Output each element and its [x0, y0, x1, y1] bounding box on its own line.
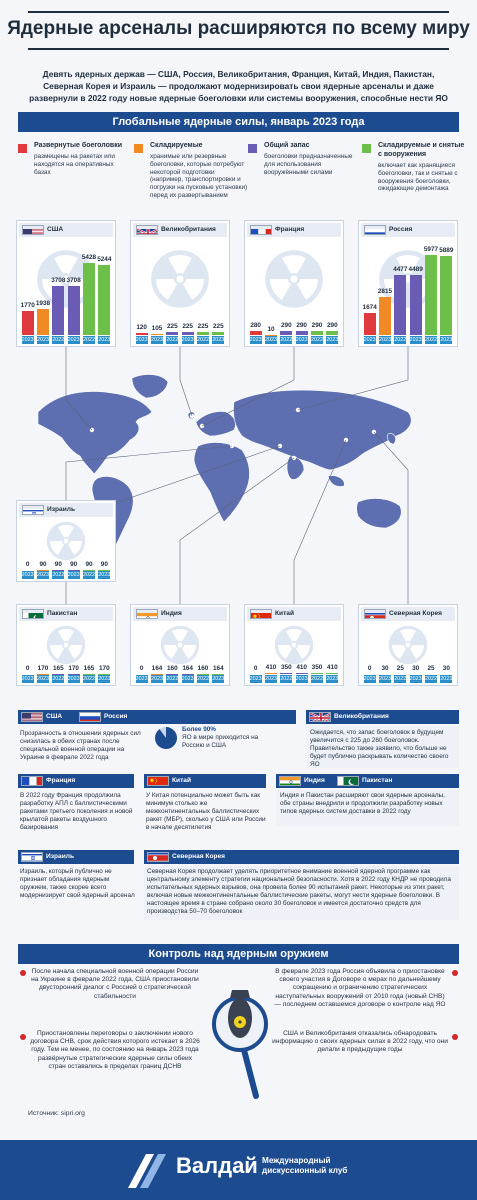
- bar-value-label: 290: [280, 322, 292, 330]
- bar-value-label: 0: [25, 665, 30, 672]
- bar-value-label: 4489: [408, 266, 423, 274]
- europe: [196, 411, 236, 436]
- flag-india-icon: [279, 776, 301, 786]
- chart-bar: [37, 309, 49, 335]
- bar-year-label: 2022: [280, 337, 293, 343]
- title-rule-bottom: [28, 48, 449, 50]
- bar-year-label: 2023: [21, 676, 34, 682]
- bar-year-label: 2023: [363, 676, 376, 682]
- bar-year-label: 2022: [280, 676, 293, 682]
- bar-value-label: 90: [70, 560, 78, 568]
- bar-year-label: 2023: [326, 337, 339, 343]
- legend-title: Складируемые и снятые с вооружения: [378, 142, 465, 158]
- info-head-israel: [18, 850, 134, 864]
- chart-bar: [265, 673, 277, 674]
- footer-logo-sub-line1: Международный: [262, 1156, 331, 1165]
- pie-slice: [155, 727, 177, 749]
- bar-year-label: 2023: [363, 337, 376, 343]
- chart-bar: [311, 331, 323, 335]
- pie-title: Более 90%: [182, 726, 216, 733]
- japan: [387, 434, 395, 444]
- bullet-dot: [20, 1034, 26, 1040]
- bar-year-label: 2023: [264, 337, 277, 343]
- legend-desc: размещены на ракетах или находятся на оперативных базах: [34, 153, 115, 176]
- bar-value-label: 90: [39, 560, 47, 568]
- info-uk-text: Ожидается, что запас боеголовок в будущем увеличится с 225 до 260 боеголовок. Правительство также заявило, что больше не будет публично раскрывать количество своего ЯО: [310, 729, 449, 769]
- bar-value-label: 410: [326, 664, 338, 672]
- country-card-india: [130, 604, 230, 686]
- country-name: Великобритания: [161, 226, 216, 233]
- radiation-icon: [160, 625, 200, 670]
- chart-bar: [410, 275, 422, 335]
- radiation-icon: [46, 521, 86, 566]
- bar-value-label: 170: [98, 664, 110, 672]
- chart-bar: [425, 255, 437, 335]
- radiation-icon: [150, 249, 210, 314]
- country-card-header: [361, 607, 455, 621]
- pie-desc: ЯО в мире приходится на Россию и США: [182, 734, 259, 750]
- indonesia: [328, 476, 344, 487]
- bar-year-label: 2023: [36, 572, 49, 578]
- info-china-text: У Китая потенциально может быть как минимум столько же межконтинентальных баллистических ракет (МБР), сколько у США или России в начале десятилетия: [146, 792, 266, 832]
- bar-value-label: 30: [442, 664, 450, 672]
- lead-text: Девять ядерных держав — США, Россия, Великобритания, Франция, Китай, Индия, Пакистан, Северная Корея и Израиль — продолжают модернизировать свои ядерные арсеналы и даже развернули в 2022 году новые ядерные боеголовки или системы вооружения, способные нести ЯО: [29, 69, 448, 103]
- info-head-label: Франция: [46, 777, 76, 784]
- legend-swatch-retired: [362, 144, 371, 153]
- bar-year-label: 2023: [21, 337, 34, 343]
- chart-bar: [394, 275, 406, 335]
- pin-usa: [90, 428, 94, 432]
- legend-desc: хранимые или резервные боеголовки, которые потребуют некоторой подготовки (например, транспортировки и погрузки на пусковые установки) перед их развертыванием: [150, 153, 248, 199]
- pin-india: [292, 456, 296, 460]
- bar-year-label: 2022: [82, 676, 95, 682]
- bar-year-label: 2023: [409, 676, 422, 682]
- bar-year-label: 2023: [440, 676, 453, 682]
- north-america: [38, 391, 152, 474]
- bar-year-label: 2023: [378, 676, 391, 682]
- bar-value-label: 5244: [97, 256, 112, 264]
- bar-year-label: 2023: [409, 337, 422, 343]
- info-head-label: Северная Корея: [172, 853, 226, 860]
- legend-swatch-deployed: [18, 144, 27, 153]
- pin-israel: [230, 444, 234, 448]
- chart-bar: [296, 673, 308, 674]
- bar-value-label: 280: [250, 322, 261, 330]
- country-card-header: [133, 607, 227, 621]
- bar-value-label: 225: [166, 323, 178, 330]
- country-card-header: [19, 607, 113, 621]
- bar-value-label: 160: [166, 664, 178, 672]
- bar-year-label: 2023: [98, 572, 111, 578]
- legend-retired: [362, 142, 465, 222]
- bar-year-label: 2023: [67, 572, 80, 578]
- bar-value-label: 165: [83, 664, 95, 672]
- flag-china-icon: [147, 776, 169, 786]
- pin-russia: [296, 408, 300, 412]
- bar-value-label: 105: [151, 324, 163, 332]
- info-head-label: Израиль: [46, 853, 75, 860]
- country-card-header: [19, 223, 113, 237]
- bar-value-label: 290: [326, 322, 338, 330]
- bar-value-label: 225: [212, 323, 224, 330]
- source-text: Источник: sipri.org: [28, 1110, 85, 1117]
- legend-total: [248, 142, 353, 212]
- info-head-label: Китай: [172, 777, 192, 784]
- country-card-nkorea: [358, 604, 458, 686]
- bar-value-label: 1938: [35, 300, 51, 308]
- footer-logo-sub: [262, 1156, 347, 1176]
- info-nkorea-text: Северная Корея продолжает уделять приоритетное внимание военной ядерной программе как центральному элементу стратегии национальной безопасности. Хотя в 2022 году КНДР не проводила испытательных ядерных взрывов, она провела более 90 испытаний ракет. Некоторые из этих ракет, включая новые межконтинентальные баллистические ракеты, могут нести ядерные боеголовки. В настоящее время в стране собрано около 30 боеголовок и имеется достаточно средств для производства 50–70 боеголовок: [147, 868, 451, 916]
- bar-value-label: 3708: [51, 276, 66, 284]
- bar-year-label: 2023: [440, 337, 453, 343]
- australia: [357, 499, 402, 528]
- bar-year-label: 2023: [98, 676, 111, 682]
- flag-pakistan-icon: [22, 609, 44, 619]
- info-head-russia: [76, 710, 296, 724]
- footer-logo-sub-line2: дискуссионный клуб: [262, 1166, 348, 1175]
- bar-value-label: 4477: [393, 266, 408, 274]
- country-name: Китай: [275, 610, 295, 617]
- bar-year-label: 2023: [36, 337, 49, 343]
- info-head-china: [144, 774, 266, 788]
- pie-chart-share: [154, 726, 178, 750]
- bar-value-label: 30: [412, 664, 420, 672]
- legend-stored: [134, 142, 248, 222]
- bar-value-label: 25: [427, 664, 435, 672]
- country-card-russia: [358, 220, 458, 347]
- chart-bar: [280, 673, 292, 674]
- flag-usa-icon: [22, 225, 44, 235]
- bar-value-label: 120: [136, 324, 147, 332]
- bar-year-label: 2022: [166, 337, 179, 343]
- chart-bar: [326, 331, 338, 335]
- country-name: Россия: [389, 226, 413, 233]
- info-india-pakistan-text: Индия и Пакистан расширяют свои ядерные арсеналы, обе страны внедрили и продолжили разработку новых типов ядерных систем доставки в 2022 году: [280, 792, 445, 816]
- chart-bar: [440, 256, 452, 335]
- country-card-header: [19, 503, 113, 517]
- bar-value-label: 350: [311, 664, 323, 672]
- country-name: Пакистан: [47, 610, 78, 617]
- info-head-label: США: [46, 713, 63, 720]
- country-name: США: [47, 226, 64, 233]
- bar-value-label: 170: [68, 664, 79, 672]
- bar-year-label: 2022: [424, 676, 437, 682]
- bar-year-label: 2023: [135, 337, 148, 343]
- bar-value-label: 0: [367, 665, 372, 672]
- bar-year-label: 2022: [52, 572, 65, 578]
- chart-bar: [212, 332, 224, 335]
- chart-bar: [379, 297, 391, 335]
- chart-bar: [197, 332, 209, 335]
- section-title-control: Контроль над ядерным оружием: [18, 944, 459, 964]
- country-card-header: [247, 607, 341, 621]
- bar-year-label: 2022: [394, 337, 407, 343]
- flag-uk-icon: [136, 225, 158, 235]
- legend-title: Развернутые боеголовки: [34, 142, 123, 149]
- control-item-4: США и Великобритания отказались обнародовать информацию о своих ядерных силах в 2022 году, что они делали в предыдущие годы: [272, 1030, 448, 1054]
- control-item-1: После начала специальной военной операции России на Украине в феврале 2022 года, США приостановили двусторонний диалог с Россией о стратегической стабильности: [31, 968, 199, 1000]
- chart-bar: [166, 332, 178, 335]
- section-title-forces: Глобальные ядерные силы, январь 2023 года: [18, 112, 459, 132]
- info-france-text: В 2022 году Франция продолжила разработку АПЛ с баллистическими ракетами третьего поколения и новой крылатой ракеты воздушного базирования: [20, 792, 133, 832]
- bar-value-label: 410: [296, 664, 307, 672]
- bar-year-label: 2023: [135, 676, 148, 682]
- pin-uk: [190, 414, 194, 418]
- chart-bar: [364, 313, 376, 335]
- bar-year-label: 2023: [326, 676, 339, 682]
- bar-value-label: 164: [212, 664, 224, 672]
- footer-logo-name[interactable]: Валдай: [176, 1153, 258, 1178]
- bar-value-label: 30: [381, 664, 389, 672]
- flag-china-icon: [250, 609, 272, 619]
- bar-year-label: 2023: [98, 337, 111, 343]
- bar-value-label: 90: [100, 560, 108, 568]
- info-israel-text: Израиль, который публично не признает обладания ядерным оружием, также скорее всего модернизирует свой ядерный арсенал: [20, 868, 135, 900]
- info-head-pakistan: [334, 774, 459, 788]
- bullet-dot: [20, 970, 26, 976]
- bar-value-label: 225: [182, 323, 193, 330]
- bar-year-label: 2022: [52, 337, 65, 343]
- chart-bar: [68, 286, 80, 335]
- magnifier-handle: [244, 1050, 256, 1096]
- pin-pakistan: [278, 444, 282, 448]
- country-card-pakistan: [16, 604, 116, 686]
- bar-year-label: 2023: [212, 337, 225, 343]
- bomb-fin: [230, 990, 250, 998]
- bar-value-label: 410: [265, 664, 277, 672]
- bar-value-label: 25: [396, 664, 404, 672]
- bar-value-label: 0: [139, 665, 144, 672]
- valdai-logo-icon: [124, 1148, 170, 1194]
- bar-year-label: 2023: [21, 572, 34, 578]
- bar-value-label: 3708: [66, 276, 81, 284]
- flag-pakistan-icon: [337, 776, 359, 786]
- bar-value-label: 5977: [423, 246, 439, 254]
- page-title: Ядерные арсеналы расширяются по всему миру: [7, 18, 470, 39]
- country-card-usa: [16, 220, 116, 347]
- bar-year-label: 2023: [36, 676, 49, 682]
- bullet-dot: [452, 970, 458, 976]
- flag-russia-icon: [79, 712, 101, 722]
- flag-israel-icon: [22, 505, 44, 515]
- country-card-uk: [130, 220, 230, 347]
- chart-bar: [182, 332, 194, 335]
- country-card-france: [244, 220, 344, 347]
- bar-value-label: 170: [37, 664, 49, 672]
- legend-swatch-total: [248, 144, 257, 153]
- chart-bar: [22, 311, 34, 335]
- flag-usa-icon: [21, 712, 43, 722]
- info-head-label: Пакистан: [362, 777, 393, 784]
- radiation-core: [238, 1020, 241, 1023]
- greenland: [132, 375, 168, 398]
- bar-year-label: 2023: [295, 676, 308, 682]
- bar-value-label: 350: [280, 664, 292, 672]
- chart-bar: [280, 331, 292, 335]
- pin-france: [200, 424, 204, 428]
- info-head-label: Россия: [104, 713, 128, 720]
- chart-bar: [52, 286, 64, 335]
- bar-value-label: 10: [267, 325, 275, 333]
- radiation-icon: [46, 625, 86, 670]
- bar-value-label: 90: [54, 560, 62, 568]
- chart-bar: [311, 673, 323, 674]
- legend-title: Общий запас: [264, 142, 310, 149]
- bar-year-label: 2022: [52, 676, 65, 682]
- bar-year-label: 2022: [166, 676, 179, 682]
- bar-year-label: 2023: [264, 676, 277, 682]
- country-name: Франция: [275, 226, 305, 233]
- bar-year-label: 2023: [181, 337, 194, 343]
- bar-year-label: 2023: [295, 337, 308, 343]
- bar-year-label: 2022: [82, 337, 95, 343]
- country-card-header: [361, 223, 455, 237]
- bar-year-label: 2023: [181, 676, 194, 682]
- bar-year-label: 2022: [310, 337, 323, 343]
- chart-bar: [151, 334, 163, 335]
- bar-value-label: 164: [151, 664, 163, 672]
- asia: [233, 390, 411, 470]
- bar-year-label: 2022: [82, 572, 95, 578]
- bar-value-label: 290: [311, 322, 323, 330]
- pin-nkorea: [372, 430, 376, 434]
- radiation-icon: [388, 625, 428, 670]
- legend-desc: боеголовки предназначенные для использования вооружёнными силами: [264, 153, 353, 176]
- bar-value-label: 0: [253, 665, 258, 672]
- bar-year-label: 2023: [249, 676, 262, 682]
- bar-value-label: 90: [85, 560, 93, 568]
- chart-bar: [136, 333, 148, 335]
- bar-year-label: 2023: [67, 676, 80, 682]
- bar-year-label: 2023: [378, 337, 391, 343]
- bar-year-label: 2023: [212, 676, 225, 682]
- flag-france-icon: [21, 776, 43, 786]
- bar-value-label: 164: [182, 664, 193, 672]
- bar-year-label: 2022: [310, 676, 323, 682]
- bar-year-label: 2023: [67, 337, 80, 343]
- bar-year-label: 2022: [196, 337, 209, 343]
- bar-year-label: 2022: [196, 676, 209, 682]
- country-card-israel: [16, 500, 116, 582]
- legend-deployed: [18, 142, 123, 212]
- flag-uk-icon: [309, 712, 331, 722]
- magnifier-bomb-icon: [210, 972, 272, 1104]
- bullet-dot: [452, 1034, 458, 1040]
- chart-bar: [98, 265, 110, 335]
- country-card-header: [133, 223, 227, 237]
- bar-year-label: 2023: [249, 337, 262, 343]
- bar-value-label: 160: [197, 664, 209, 672]
- country-name: Израиль: [47, 506, 76, 513]
- bar-value-label: 225: [197, 323, 209, 330]
- country-card-china: [244, 604, 344, 686]
- control-item-2: Приостановлены переговоры о заключении нового договора СНВ, срок действия которого истекает в 2026 году. Тем не менее, по состоянию на январь 2023 года развёрнутые стратегические ядерные силы обеих стран оставались в пределах границ ДСНВ: [30, 1030, 200, 1070]
- bar-value-label: 5428: [81, 253, 97, 261]
- title-rule-top: [28, 11, 449, 13]
- info-head-label: Индия: [304, 777, 325, 784]
- chart-bar: [83, 263, 95, 335]
- flag-nkorea-icon: [147, 852, 169, 862]
- bar-year-label: 2022: [394, 676, 407, 682]
- country-name: Северная Корея: [389, 610, 443, 617]
- radiation-icon: [264, 249, 324, 314]
- bar-value-label: 1770: [20, 302, 35, 310]
- flag-nkorea-icon: [364, 609, 386, 619]
- info-head-uk: [306, 710, 459, 724]
- bar-year-label: 2023: [150, 676, 163, 682]
- chart-bar: [296, 331, 308, 335]
- country-card-header: [247, 223, 341, 237]
- africa: [194, 443, 249, 522]
- country-name: Индия: [161, 610, 182, 617]
- bar-value-label: 290: [296, 322, 307, 330]
- bar-value-label: 2815: [377, 288, 393, 296]
- legend-title: Складируемые: [150, 142, 203, 149]
- bar-year-label: 2022: [424, 337, 437, 343]
- pin-china: [344, 438, 348, 442]
- bar-value-label: 5889: [439, 247, 454, 255]
- flag-france-icon: [250, 225, 272, 235]
- flag-israel-icon: [21, 852, 43, 862]
- bar-value-label: 165: [52, 664, 64, 672]
- bar-value-label: 0: [25, 561, 30, 568]
- info-head-france: [18, 774, 134, 788]
- legend-desc: включает как хранящиеся боеголовки, так и снятые с вооружения боеголовки, ожидающие демонтажа: [378, 162, 458, 193]
- bar-year-label: 2023: [150, 337, 163, 343]
- info-head-label: Великобритания: [334, 713, 389, 720]
- legend-swatch-stored: [134, 144, 143, 153]
- info-usa-russia-text: Прозрачность в отношении ядерных сил снизилась в обеих странах после специальной военной операции на Украине в феврале 2022 года: [20, 730, 141, 762]
- info-head-nkorea: [144, 850, 459, 864]
- control-item-3: В феврале 2023 года Россия объявила о приостановке своего участия в Договоре о мерах по дальнейшему сокращению и ограничению стратегических наступательных вооружений от 2010 года (новый СНВ) — последнем оставшемся договоре о контроле над ЯО: [274, 968, 446, 1008]
- bar-value-label: 1674: [362, 303, 377, 311]
- flag-india-icon: [136, 609, 158, 619]
- flag-russia-icon: [364, 225, 386, 235]
- chart-bar: [326, 673, 338, 674]
